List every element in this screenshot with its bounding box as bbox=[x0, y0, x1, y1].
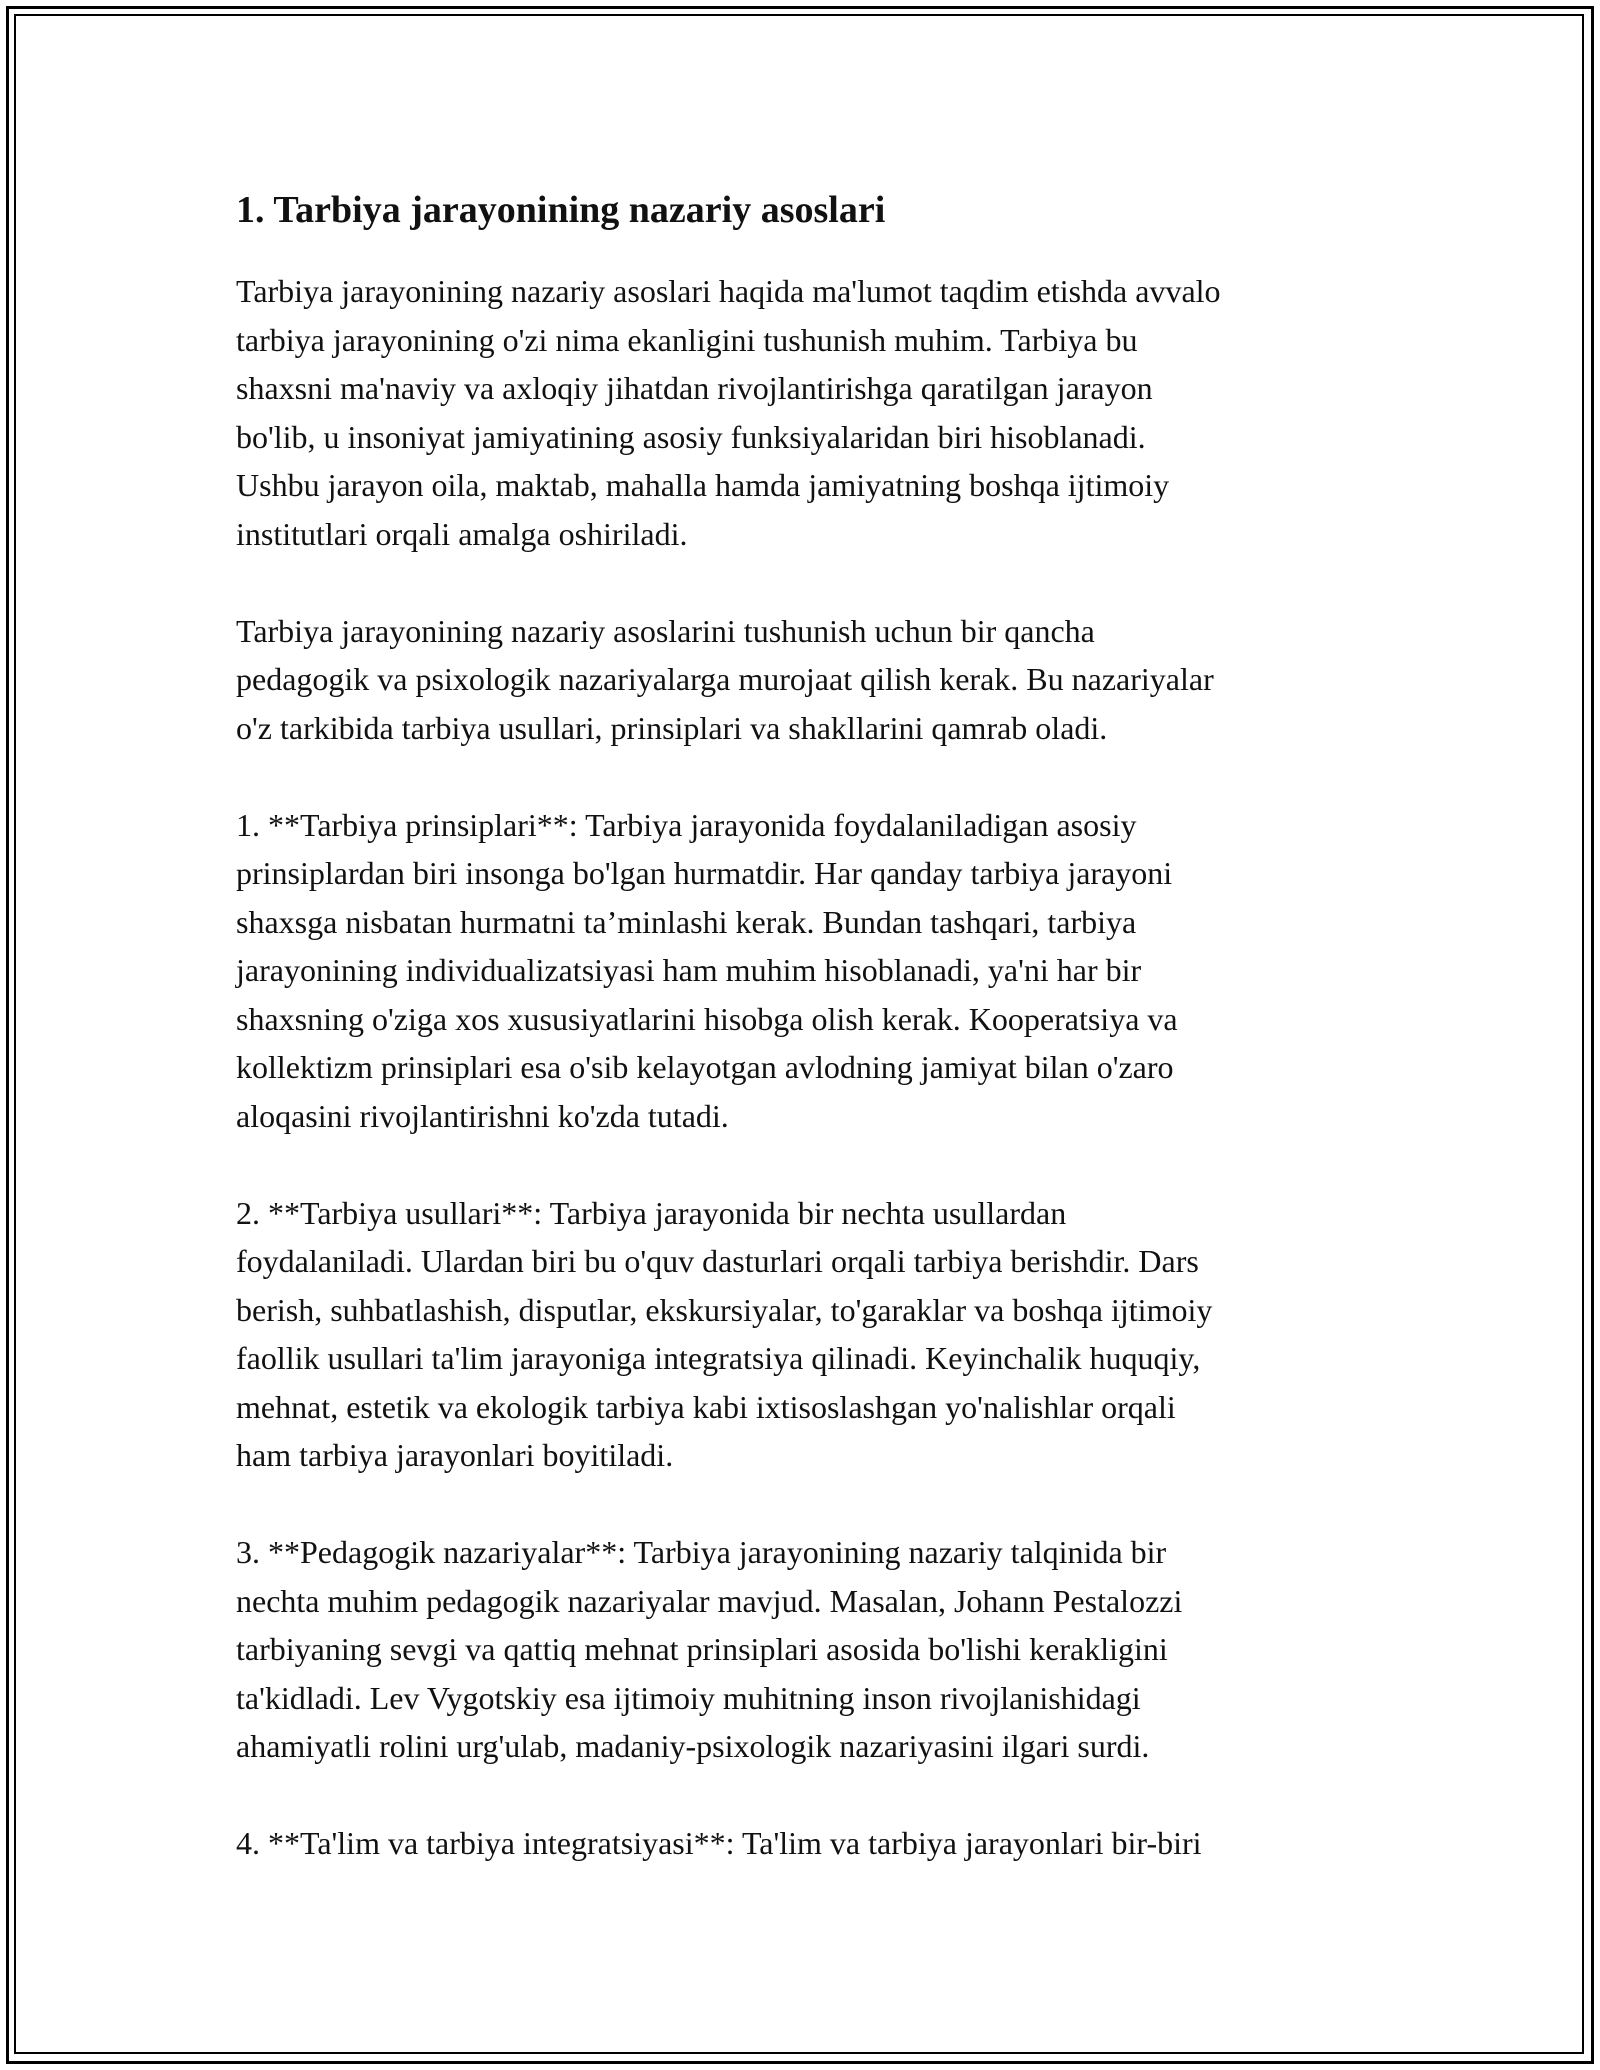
paragraph-methods: 2. **Tarbiya usullari**: Tarbiya jarayonida bir nechta usullardan foydalaniladi. Ulardan biri bu o'quv dasturlari orqali tarbiya berishdir. Dars berish, suhbatlashish, disputlar, ekskursiyalar, to'garaklar va boshqa ijtimoiy faollik usullari ta'lim jarayoniga integratsiya qilinadi. Keyinchalik huquqiy, mehnat, estetik va ekologik tarbiya kabi ixtisoslashgan yo'nalishlar orqali ham tarbiya jarayonlari boyitiladi. bbox=[236, 1194, 1213, 1473]
document-title: 1. Tarbiya jarayonining nazariy asoslari bbox=[236, 189, 886, 231]
paragraph-integration: 4. **Ta'lim va tarbiya integratsiyasi**: Ta'lim va tarbiya jarayonlari bir-biri bbox=[236, 1825, 1202, 1861]
paragraph-principles: 1. **Tarbiya prinsiplari**: Tarbiya jarayonida foydalaniladigan asosiy prinsiplardan biri insonga bo'lgan hurmatdir. Har qanday tarbiya jarayoni shaxsga nisbatan hurmatni ta’minlashi kerak. Bundan tashqari, tarbiya jarayonining individualizatsiyasi ham muhim hisoblanadi, ya'ni har bir shaxsning o'ziga xos xususiyatlarini hisobga olish kerak. Kooperatsiya va kollektizm prinsiplari esa o'sib kelayotgan avlodning jamiyat bilan o'zaro aloqasini rivojlantirishni ko'zda tutadi. bbox=[236, 806, 1178, 1134]
paragraph-pedagogical-theories: 3. **Pedagogik nazariyalar**: Tarbiya jarayonining nazariy talqinida bir nechta muhim pedagogik nazariyalar mavjud. Masalan, Johann Pestalozzi tarbiyaning sevgi va qattiq mehnat prinsiplari asosida bo'lishi kerakligini ta'kidladi. Lev Vygotskiy esa ijtimoiy muhitning inson rivojlanishidagi ahamiyatli rolini urg'ulab, madaniy-psixologik nazariyasini ilgari surdi. bbox=[236, 1534, 1183, 1764]
paragraph-theories: Tarbiya jarayonining nazariy asoslarini tushunish uchun bir qancha pedagogik va psixologik nazariyalarga murojaat qilish kerak. Bu nazariyalar o'z tarkibida tarbiya usullari, prinsiplari va shakllarini qamrab oladi. bbox=[236, 612, 1214, 746]
paragraph-intro: Tarbiya jarayonining nazariy asoslari haqida ma'lumot taqdim etishda avvalo tarbiya jarayonining o'zi nima ekanligini tushunish muhim. Tarbiya bu shaxsni ma'naviy va axloqiy jihatdan rivojlantirishga qaratilgan jarayon bo'lib, u insoniyat jamiyatining asosiy funksiyalaridan biri hisoblanadi. Ushbu jarayon oila, maktab, mahalla hamda jamiyatning boshqa ijtimoiy institutlari orqali amalga oshiriladi. bbox=[236, 273, 1221, 552]
document-body bbox=[236, 185, 1386, 1868]
